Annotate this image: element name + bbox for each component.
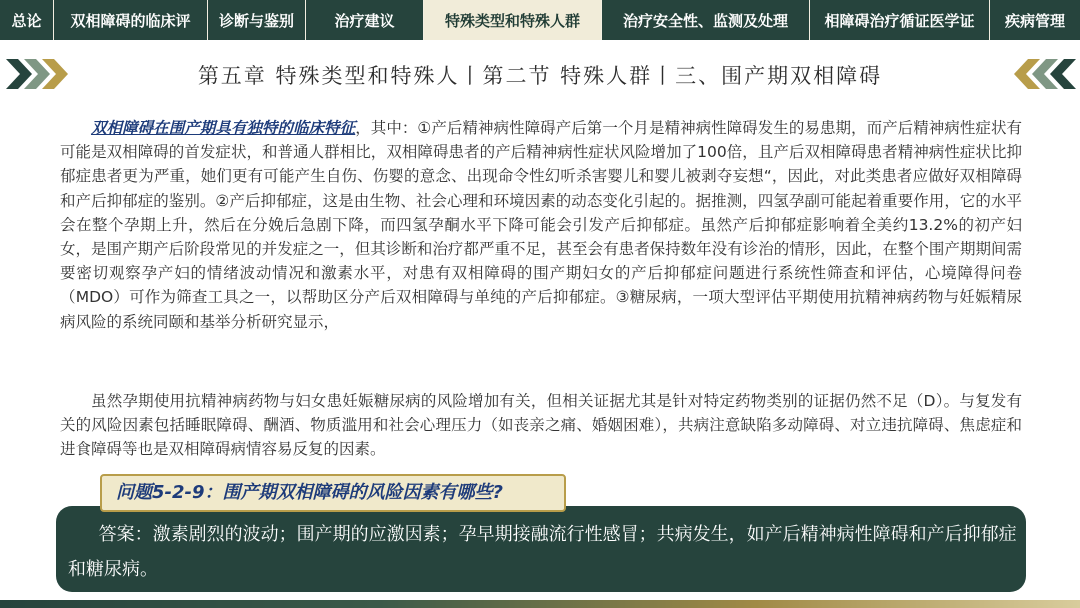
answer-text: 答案：激素剧烈的波动；围产期的应激因素；孕早期接融流行性感冒；共病发生，如产后精神病性障碍和产后抑郁症和糖尿病。: [68, 524, 1017, 580]
tab-evidence[interactable]: 相障碍治疗循证医学证: [810, 0, 990, 40]
tab-safety[interactable]: 治疗安全性、监测及处理: [602, 0, 810, 40]
tab-overview[interactable]: 总论: [0, 0, 54, 40]
tab-disease-management[interactable]: 疾病管理: [1004, 11, 1065, 30]
top-nav: [0, 0, 1080, 40]
page-title: 第五章 特殊类型和特殊人丨第二节 特殊人群丨三、围产期双相障碍: [197, 64, 883, 88]
paragraph-risk-factors: 虽然孕期使用抗精神病药物与妇女患妊娠糖尿病的风险增加有关，但相关证据尤其是针对特定药物类别的证据仍然不足（D）。与复发有关的风险因素包括睡眠障碍、酬酒、物质滥用和社会心理压力（如丧亲之痛、婚姻困难），共病注意缺陷多动障碍、对立违抗障碍、焦虑症和进食障碍等也是双相障碍病情容易反复的因素。: [60, 392, 1022, 459]
tab-special-populations[interactable]: 特殊类型和特殊人群: [424, 0, 602, 40]
paragraph-clinical-features: [60, 116, 1022, 334]
chevrons-right-icon: [6, 59, 86, 89]
tab-treatment[interactable]: 治疗建议: [306, 0, 424, 40]
bottom-decor-bar: [0, 600, 1080, 608]
tab-clinical-eval[interactable]: 双相障碍的临床评: [54, 0, 208, 40]
tab-diagnosis[interactable]: 诊断与鉴别: [208, 0, 306, 40]
chevrons-left-icon: [996, 59, 1076, 89]
question-label: 问题5-2-9：围产期双相障碍的风险因素有哪些?: [100, 474, 566, 512]
paragraph-lead-highlight: 双相障碍在围产期具有独特的临床特征: [91, 119, 356, 137]
paragraph-body: ，其中：①产后精神病性障碍产后第一个月是精神病性障碍发生的易患期，而产后精神病性症状有可能是双相障碍的首发症状，和普通人群相比，双相障碍患者的产后精神病性症状风险增加了100倍，且产后双相障碍患者精神病性症状比抑郁症患者更为严重，她们更有可能产生自伤、伤婴的意念、出现命令性幻听杀害婴儿和婴儿被剥夺妄想“，因此，对此类患者应做好双相障碍和产后抑郁症的鉴别。②产后抑郁症，这是由生物、社会心理和环境因素的动态变化引起的。据推测，四氢孕副可能起着重要作用，它的水平会在整个孕期上升，然后在分娩后急剧下降，而四氢孕酮水平下降可能会引发产后抑郁症。虽然产后抑郁症影响着全美约13.2%的初产妇女，是围产期产后阶段常见的并发症之一，但其诊断和治疗都严重不足，甚至会有患者保持数年没有诊治的情形，因此，在整个围产期期间需要密切观察孕产妇的情绪波动情况和激素水平，对患有双相障碍的围产期妇女的产后抑郁症问题进行系统性筛查和评估，心境障得问卷（MDO）可作为筛查工具之一，以帮助区分产后双相障碍与单纯的产后抑郁症。③糖尿病，一项大型评估平期使用抗精神病药物与妊娠精尿病风险的系统同颐和基举分析研究显示，: [60, 119, 1022, 331]
